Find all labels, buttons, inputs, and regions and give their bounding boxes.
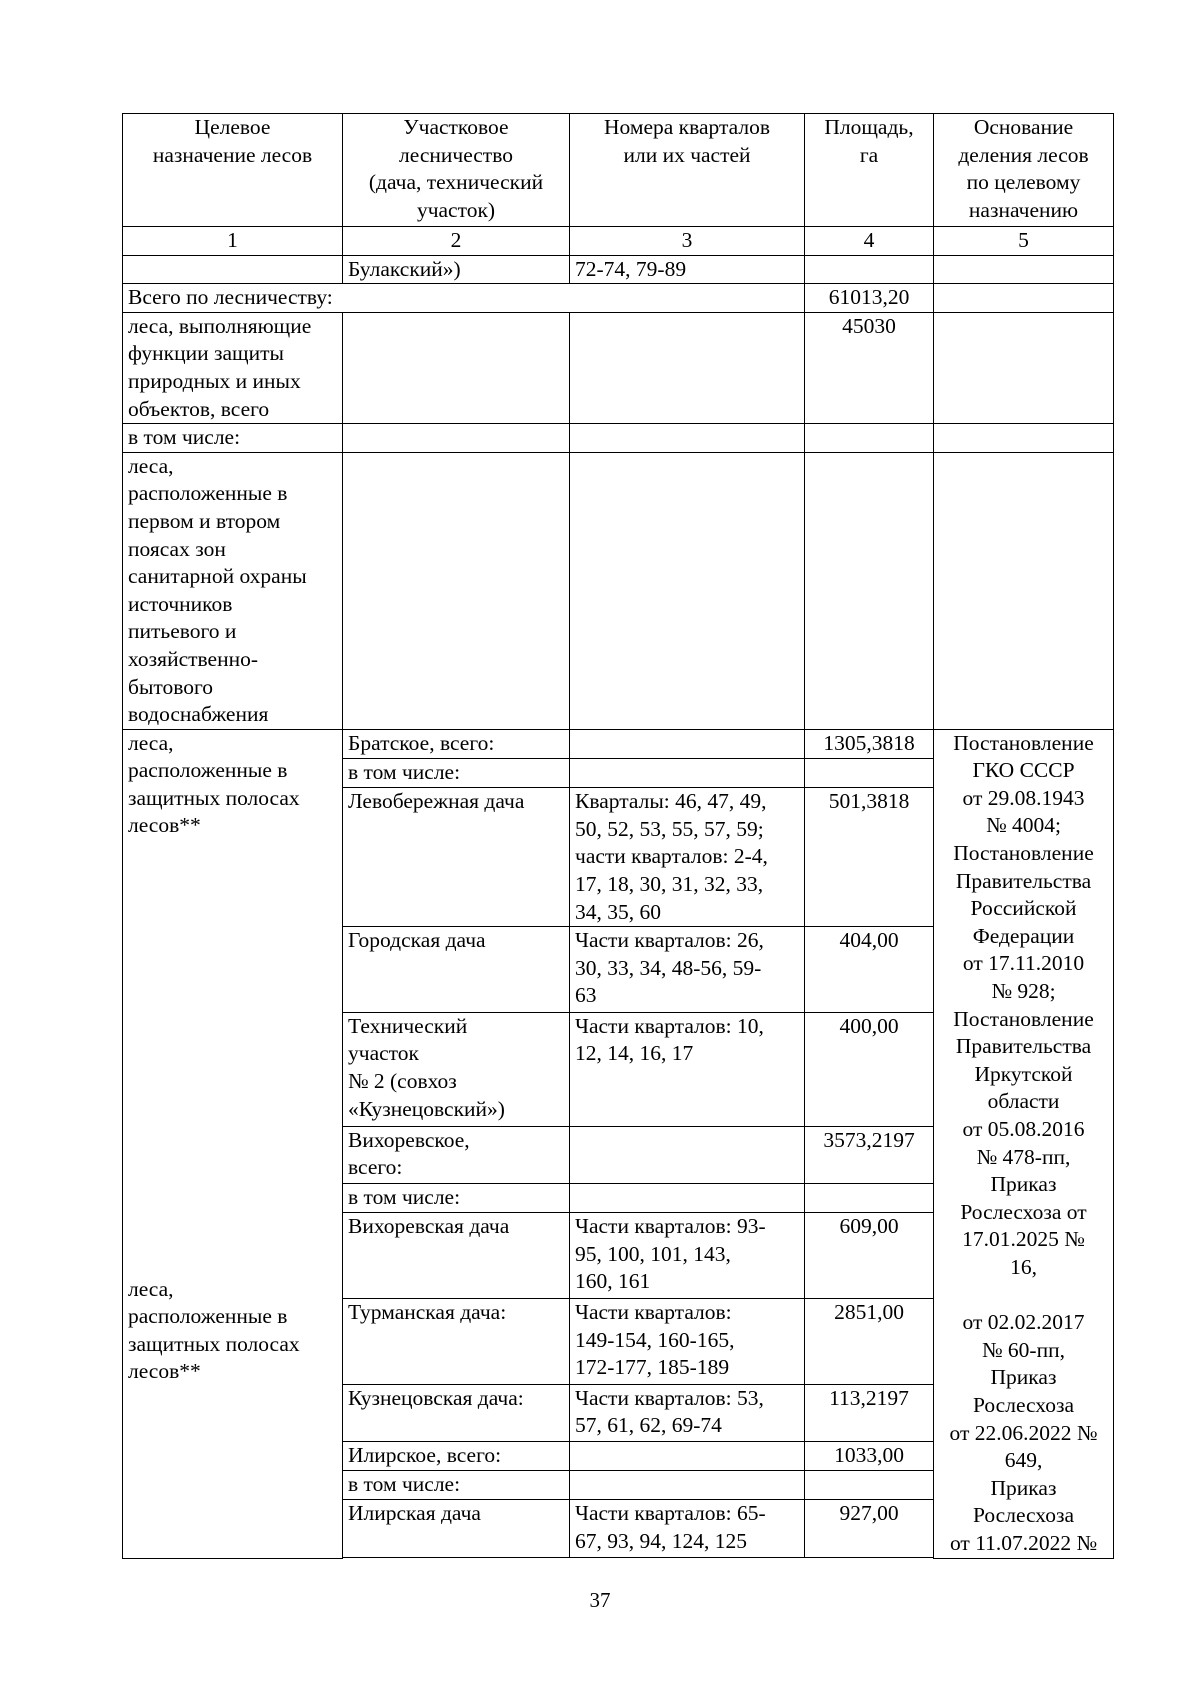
area-value: 501,3818 [805,788,934,927]
text-line: питьевого и [128,619,237,644]
column-number: 3 [570,227,805,256]
text-line: поясах зон [128,536,226,561]
text-line: 50, 52, 53, 55, 57, 59; [575,816,764,841]
text-line: Рослесхоза от [960,1199,1087,1224]
text-line: 95, 100, 101, 143, [575,1241,731,1266]
text-line: 12, 14, 16, 17 [575,1041,694,1066]
protective-forests-row [123,312,1114,423]
dacha-name: Кузнецовская дача: [343,1384,570,1441]
district-total: Илирское, всего: [343,1442,570,1471]
empty-cell [934,312,1114,423]
text-line: 34, 35, 60 [575,899,661,924]
text-line: Приказ [990,1365,1057,1390]
text-line: расположенные в [128,481,288,506]
text-line: Приказ [990,1172,1057,1197]
text-line: № 4004; [986,813,1061,838]
text-line: Иркутской [974,1061,1073,1086]
text-line: Номера кварталов [603,115,771,139]
empty-cell [570,1442,805,1471]
area-value: 609,00 [805,1213,934,1299]
district-name: Булакский») [343,255,570,284]
empty-cell [570,1558,805,1559]
text-line: функции защиты [128,341,284,366]
text-line: Приказ [990,1475,1057,1500]
text-line: природных и иных [128,368,301,393]
text-line: леса, [128,453,174,478]
empty-cell [805,255,934,284]
empty-cell [570,729,805,758]
including-row [123,424,1114,453]
including-label: в том числе: [343,758,570,787]
text-line: Части кварталов: 10, [575,1013,764,1038]
text-line: 149-154, 160-165, [575,1327,735,1352]
text-line: № 2 (совхоз [348,1068,457,1093]
district-area: 1305,3818 [805,729,934,758]
header-row [123,114,1114,227]
text-line: леса, [128,730,174,755]
text-line: Участковое [403,115,509,139]
empty-cell [934,284,1114,313]
text-line: лесов** [128,813,201,838]
total-label: Всего по лесничеству: [123,284,805,313]
text-line: Площадь, [824,115,914,139]
including-label: в том числе: [343,1184,570,1213]
text-line: Кварталы: 46, 47, 49, [575,789,767,814]
text-line: всего: [348,1155,403,1180]
empty-cell [805,1184,934,1213]
text-line: (дача, технический [368,170,544,195]
text-line: или их частей [623,142,751,167]
text-line: назначению [968,197,1079,222]
dacha-name: Городская дача [343,927,570,1013]
text-line: деления лесов [958,142,1089,167]
text-line: леса, [128,1276,174,1301]
text-line: части кварталов: 2-4, [575,844,768,869]
column-number: 1 [123,227,343,256]
text-line: «Кузнецовский») [348,1096,505,1121]
text-line: участок) [416,197,496,222]
total-row [123,284,1114,313]
including-label: в том числе: [343,1471,570,1500]
empty-cell [805,1471,934,1500]
strip-label-repeat [128,1276,300,1386]
text-line: Основание [973,115,1074,139]
area-value: 45030 [805,312,934,423]
quarter-numbers [570,1298,805,1384]
empty-cell [934,452,1114,729]
empty-cell [570,312,805,423]
empty-cell [343,424,570,453]
text-line: лесов** [128,1359,201,1384]
text-line: Части кварталов: 26, [575,928,764,953]
text-line: га [859,142,879,167]
text-line: защитных полосах [128,1331,300,1356]
text-line: от 22.06.2022 № [949,1420,1098,1445]
including-label: в том числе: [123,424,343,453]
text-line: 57, 61, 62, 69-74 [575,1413,722,1438]
text-line: № 928; [991,979,1056,1004]
basis-documents [934,729,1114,1558]
text-line: 17, 18, 30, 31, 32, 33, [575,871,764,896]
empty-cell [805,452,934,729]
quarter-numbers [570,927,805,1013]
text-line: Целевое [194,115,271,139]
text-line: 30, 33, 34, 48-56, 59- [575,955,762,980]
sanitary-zone-row [123,452,1114,729]
empty-cell [123,255,343,284]
text-line: расположенные в [128,1304,288,1329]
text-line: Правительства [955,868,1092,893]
text-line: по целевому [966,170,1081,195]
total-area: 61013,20 [805,284,934,313]
text-line: защитных полосах [128,785,300,810]
text-line: Постановление [953,730,1094,755]
purpose-label [123,312,343,423]
text-line: от 17.11.2010 [962,951,1085,976]
text-line: Части кварталов: 93- [575,1214,766,1239]
empty-cell [570,758,805,787]
text-line: Федерации [972,923,1075,948]
text-line: Части кварталов: 65- [575,1501,766,1526]
area-value: 927,00 [805,1500,934,1558]
text-line: Части кварталов: [575,1299,732,1324]
dacha-name: Левобережная дача [343,788,570,927]
strip-label-top [128,730,337,840]
carry-over-row [123,255,1114,284]
empty-cell [805,1558,934,1559]
area-value: 2851,00 [805,1298,934,1384]
empty-cell [934,424,1114,453]
area-value: 404,00 [805,927,934,1013]
text-line: 172-177, 185-189 [575,1355,730,1380]
text-line: первом и втором [128,508,281,533]
column-number: 5 [934,227,1114,256]
text-line: № 60-пп, [982,1337,1065,1362]
dacha-name: Вихоревская дача [343,1213,570,1299]
district-area: 1033,00 [805,1442,934,1471]
text-line: Вихоревское, [348,1127,470,1152]
text-line: 16, [1010,1254,1037,1279]
text-line: Части кварталов: 53, [575,1385,764,1410]
empty-cell [570,1184,805,1213]
text-line: расположенные в [128,758,288,783]
forest-purpose-table [122,113,1114,1559]
dacha-name: Илирская дача [343,1500,570,1558]
text-line: области [987,1089,1060,1114]
text-line: Российской [970,896,1077,921]
empty-cell [570,424,805,453]
empty-cell [343,312,570,423]
text-line: Рослесхоза [972,1503,1075,1528]
text-line: 63 [575,983,597,1008]
text-line: леса, выполняющие [128,313,312,338]
dacha-name [343,1012,570,1126]
purpose-label-strips [123,729,343,1558]
text-line: от 11.07.2022 № [949,1530,1098,1555]
text-line: санитарной охраны [128,564,307,589]
empty-cell [934,255,1114,284]
header-col4 [805,114,934,227]
text-line: Технический [348,1013,468,1038]
district-area: 3573,2197 [805,1126,934,1183]
text-line: лесничество [399,142,513,167]
text-line: от 02.02.2017 [962,1310,1085,1335]
empty-cell [570,1126,805,1183]
purpose-label [123,452,343,729]
empty-cell [343,1558,570,1559]
district-total [343,1126,570,1183]
text-line: 67, 93, 94, 124, 125 [575,1529,747,1554]
quarter-numbers: 72-74, 79-89 [570,255,805,284]
header-col3 [570,114,805,227]
text-line: 160, 161 [575,1269,651,1294]
column-number: 4 [805,227,934,256]
text-line: Постановление [953,841,1094,866]
text-line: 649, [1004,1448,1043,1473]
text-line [939,1282,1108,1310]
text-line: назначение лесов [152,142,313,167]
quarter-numbers [570,1500,805,1558]
text-line: Постановление [953,1006,1094,1031]
text-line: хозяйственно- [128,646,258,671]
page-number: 37 [589,1588,611,1612]
quarter-numbers [570,1012,805,1126]
header-col5 [934,114,1114,227]
bratskoe-total-row [123,729,1114,758]
empty-cell [805,758,934,787]
area-value: 113,2197 [805,1384,934,1441]
area-value: 400,00 [805,1012,934,1126]
header-col1 [123,114,343,227]
text-line: № 478-пп, [976,1144,1071,1169]
text-line: участок [348,1041,419,1066]
empty-cell [570,1471,805,1500]
text-line: от 05.08.2016 [962,1117,1085,1141]
empty-cell [570,452,805,729]
column-number-row [123,227,1114,256]
text-line: водоснабжения [128,702,269,727]
district-total: Братское, всего: [343,729,570,758]
empty-cell [343,452,570,729]
text-line: Правительства [955,1034,1092,1059]
text-line: Рослесхоза [972,1392,1075,1417]
text-line: источников [128,591,233,616]
text-line: от 29.08.1943 [962,785,1085,810]
dacha-name: Турманская дача: [343,1298,570,1384]
text-line: бытового [128,674,214,699]
text-line: объектов, всего [128,396,270,421]
empty-cell [805,424,934,453]
text-line: 17.01.2025 № [962,1227,1085,1252]
header-col2 [343,114,570,227]
column-number: 2 [343,227,570,256]
quarter-numbers [570,1213,805,1299]
quarter-numbers [570,1384,805,1441]
quarter-numbers [570,788,805,927]
text-line: ГКО СССР [972,758,1075,783]
